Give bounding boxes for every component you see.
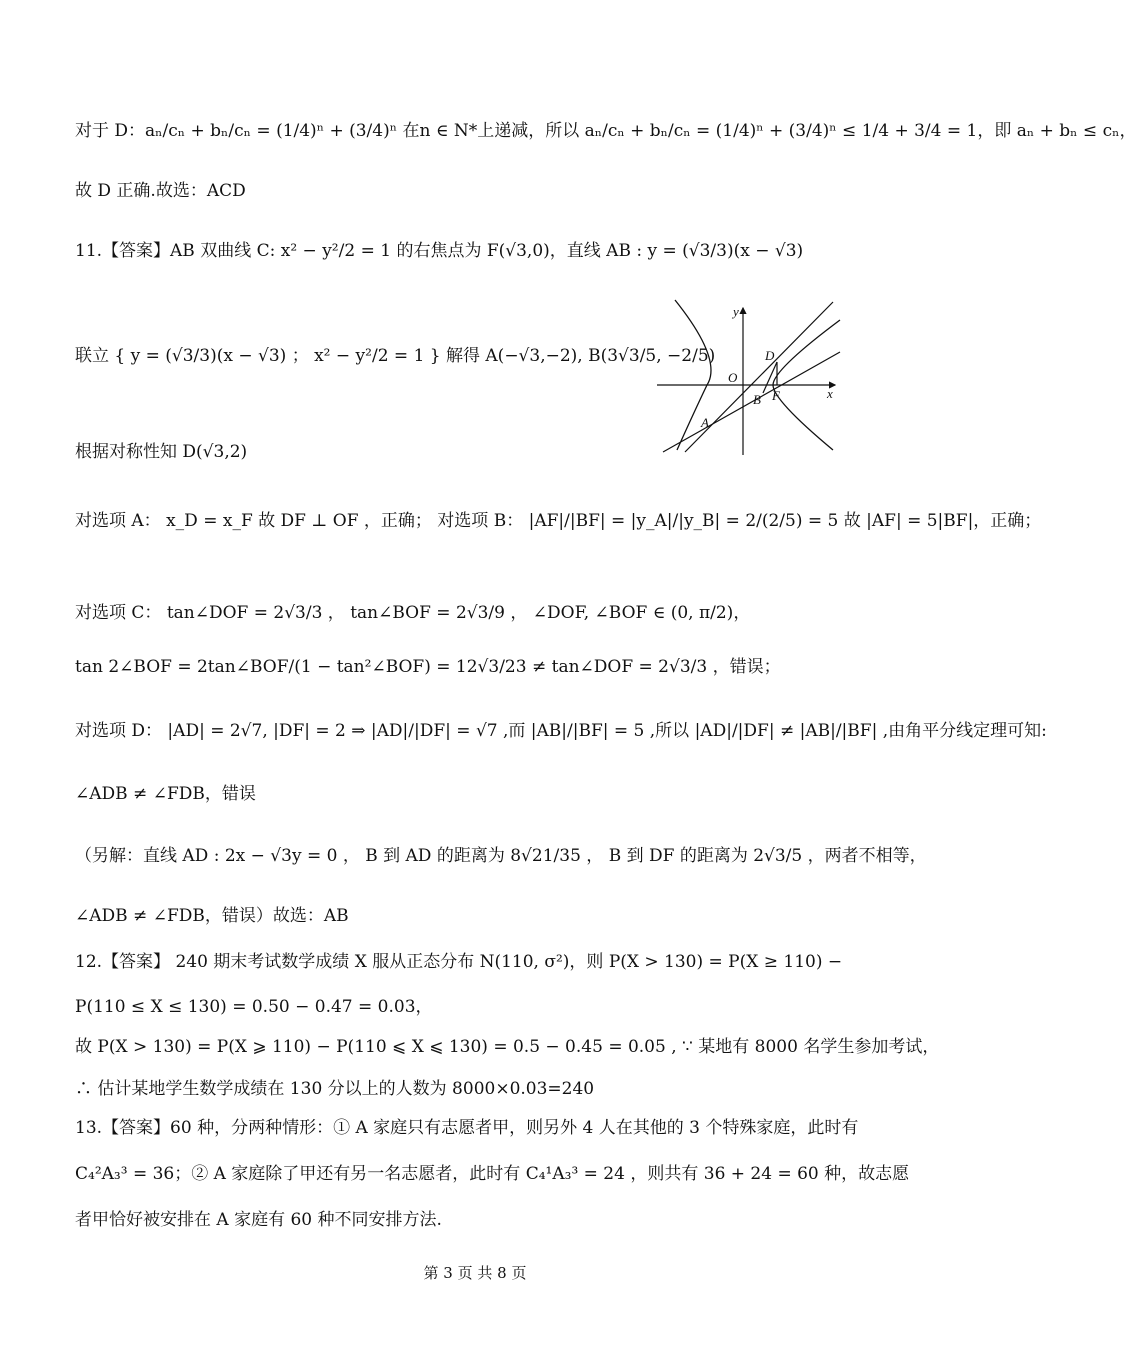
- line-q11-system: 联立 { y = (√3/3)(x − √3) ； x² − y²/2 = 1 } 解得 A(−√3,−2), B(3√3/5, −2/5): [75, 346, 716, 366]
- line-q12-estimate: ∴ 估计某地学生数学成绩在 130 分以上的人数为 8000×0.03=240: [75, 1079, 595, 1099]
- line-q12-answer: 12.【答案】 240 期末考试数学成绩 X 服从正态分布 N(110, σ²)，则 P(X > 130) = P(X ≥ 110) −: [75, 952, 843, 972]
- line-option-d-sequence: 对于 D：aₙ/cₙ + bₙ/cₙ = (1/4)ⁿ + (3/4)ⁿ 在n ∈ N*上递减，所以 aₙ/cₙ + bₙ/cₙ = (1/4)ⁿ + (3/4)ⁿ ≤ 1/4 + 3/4 = 1，即 aₙ + bₙ ≤ cₙ，: [75, 121, 1136, 141]
- line-q13-conclusion: 者甲恰好被安排在 A 家庭有 60 种不同安排方法.: [75, 1210, 442, 1230]
- hyperbola-graph: [655, 300, 845, 460]
- line-q11-options-ab: 对选项 A： x_D = x_F 故 DF ⊥ OF ，正确； 对选项 B： |AF|/|BF| = |y_A|/|y_B| = 2/(2/5) = 5 故 |AF| = 5|BF|，正确；: [75, 511, 1042, 531]
- label-point-a: A: [701, 415, 709, 430]
- label-origin: O: [728, 370, 738, 385]
- line-q12-alt: 故 P(X > 130) = P(X ⩾ 110) − P(110 ⩽ X ⩽ 130) = 0.5 − 0.45 = 0.05 , ∵ 某地有 8000 名学生参加考试，: [75, 1037, 940, 1057]
- line-q11-tan2: tan 2∠BOF = 2tan∠BOF/(1 − tan²∠BOF) = 12√3/23 ≠ tan∠DOF = 2√3/3 ，错误；: [75, 657, 781, 677]
- line-q13-answer: 13.【答案】60 种，分两种情形：① A 家庭只有志愿者甲，则另外 4 人在其他的 3 个特殊家庭，此时有: [75, 1118, 859, 1138]
- line-q12-calc: P(110 ≤ X ≤ 130) = 0.50 − 0.47 = 0.03，: [75, 997, 433, 1017]
- line-q11-answer: 11.【答案】AB 双曲线 C: x² − y²/2 = 1 的右焦点为 F(√3,0)，直线 AB : y = (√3/3)(x − √3): [75, 241, 804, 261]
- label-point-b: B: [753, 392, 761, 407]
- line-ab: [663, 352, 840, 452]
- line-q11-option-d: 对选项 D： |AD| = 2√7, |DF| = 2 ⇒ |AD|/|DF| = √7 ,而 |AB|/|BF| = 5 ,所以 |AD|/|DF| ≠ |AB|/|BF| ,由角平分线定理可知:: [75, 721, 1047, 741]
- line-q11-conclusion: ∠ADB ≠ ∠FDB，错误）故选：AB: [75, 906, 349, 926]
- line-q11-angle-wrong: ∠ADB ≠ ∠FDB，错误: [75, 784, 256, 804]
- line-q11-option-c: 对选项 C： tan∠DOF = 2√3/3 ， tan∠BOF = 2√3/9 ， ∠DOF, ∠BOF ∈ (0, π/2)，: [75, 603, 751, 623]
- line-q11-symmetry: 根据对称性知 D(√3,2): [75, 442, 248, 462]
- label-point-f: F: [772, 388, 780, 403]
- label-y: y: [733, 304, 739, 319]
- line-q11-alt-solution: （另解：直线 AD : 2x − √3y = 0 ， B 到 AD 的距离为 8√21/35 ， B 到 DF 的距离为 2√3/5 ，两者不相等，: [75, 846, 927, 866]
- label-x: x: [827, 386, 833, 401]
- label-point-d: D: [765, 348, 775, 363]
- line-q13-case2: C₄²A₃³ = 36；② A 家庭除了甲还有另一名志愿者，此时有 C₄¹A₃³ = 24 ，则共有 36 + 24 = 60 种，故志愿: [75, 1164, 910, 1184]
- page-footer: 第 3 页 共 8 页: [423, 1264, 527, 1282]
- line-conclusion-acd: 故 D 正确.故选：ACD: [75, 181, 246, 201]
